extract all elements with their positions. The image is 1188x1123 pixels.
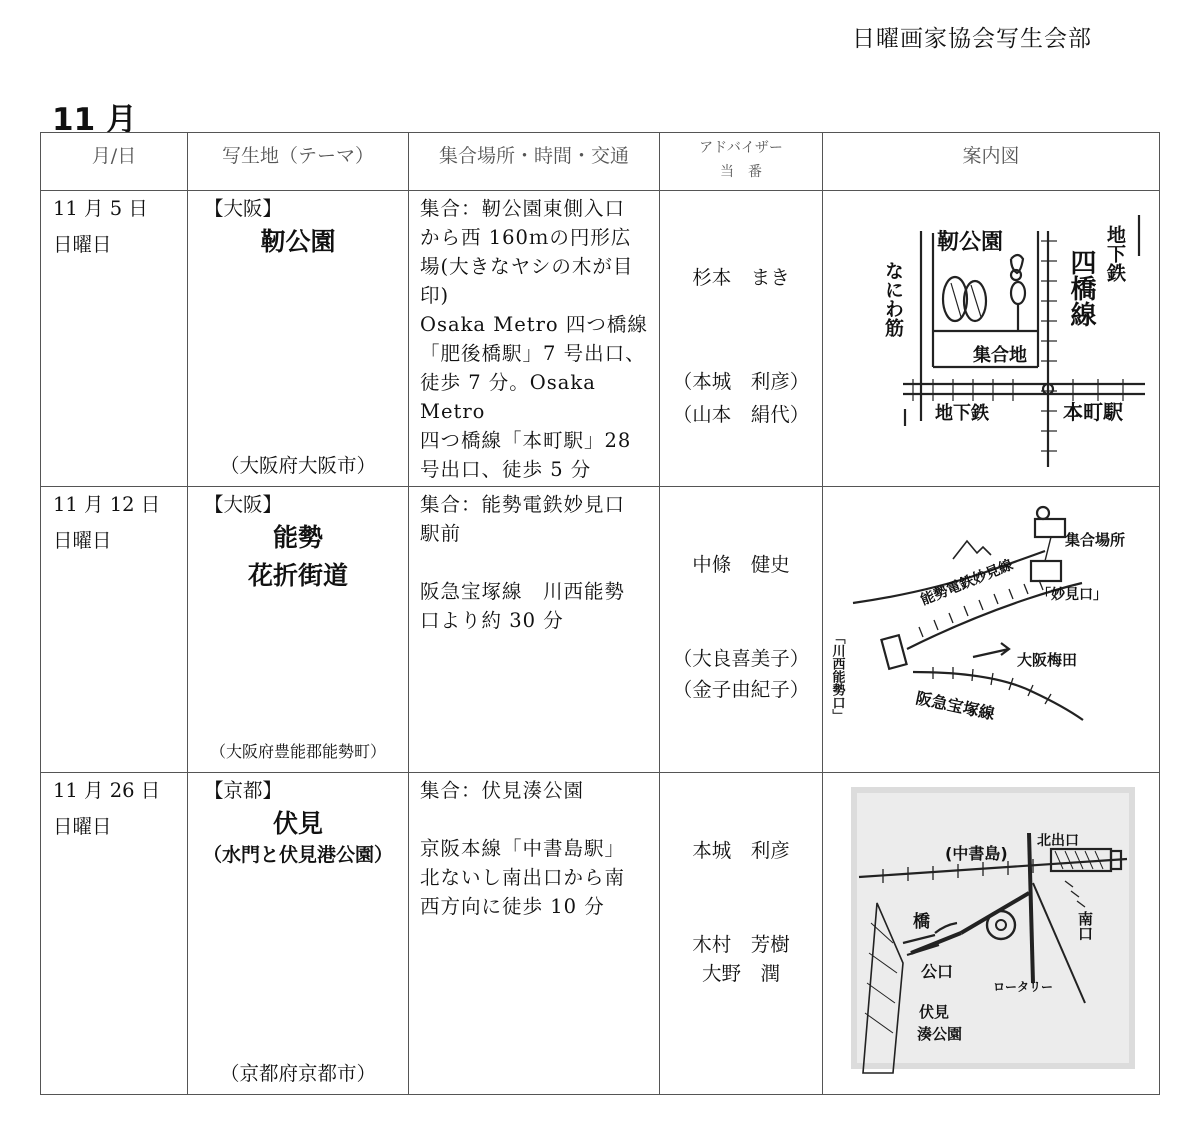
event-date: 11 月 12 日: [53, 493, 161, 516]
meeting-cell: [409, 191, 660, 487]
map-label-north-exit: 北出口: [1037, 833, 1079, 849]
meeting-cell: [409, 487, 660, 773]
event-weekday: 日曜日: [53, 529, 112, 552]
meeting-line: 集合：能勢電鉄妙見口: [420, 493, 626, 516]
venue-subtitle: （水門と伏見港公園）: [202, 844, 393, 866]
map-label-fushimi: 伏見: [919, 1003, 950, 1021]
meeting-line: 号出口、徒歩 5 分: [420, 458, 592, 481]
col-header-duty-label: 当 番: [720, 164, 762, 180]
map-label-yotsubashi: 四橋線: [1066, 249, 1096, 327]
meeting-line: 集合：伏見湊公園: [420, 779, 585, 802]
col-header-meeting: 集合場所・時間・交通: [409, 133, 660, 191]
date-cell: [41, 773, 188, 1095]
map-label-park-exit: 公口: [921, 962, 954, 981]
map-label-south-exit: 南口: [1076, 911, 1094, 941]
event-date: 11 月 5 日: [53, 197, 148, 220]
meeting-line: 印): [420, 284, 450, 307]
prefecture-label: （大阪府大阪市）: [219, 454, 376, 477]
region-label: 【大阪】: [204, 493, 283, 516]
meeting-line: [420, 805, 653, 834]
meeting-line: 口より約 30 分: [420, 609, 564, 632]
advisor-cell: [660, 487, 823, 773]
col-header-advisor-label: アドバイザー: [699, 140, 783, 156]
prefecture-label: （大阪府豊能郡能勢町）: [209, 742, 386, 761]
duty-name: （金子由紀子）: [672, 678, 810, 701]
advisor-name: 本城 利彦: [692, 839, 790, 862]
map-label-umeda: 大阪梅田: [1017, 651, 1078, 669]
col-header-advisor: [660, 133, 823, 191]
venue-name: 靭公園: [260, 227, 336, 256]
month-heading: 11 月: [52, 102, 137, 138]
map-label-hankyu: 阪急宝塚線: [914, 688, 997, 724]
meeting-cell: [409, 773, 660, 1095]
place-cell: [188, 773, 409, 1095]
meeting-line: [420, 548, 653, 577]
organization-name: 日曜画家協会写生会部: [852, 26, 1092, 52]
meeting-line: 北ないし南出口から南: [420, 866, 626, 889]
place-cell: [188, 487, 409, 773]
map-label-meeting-place: 集合場所: [1065, 531, 1126, 549]
date-cell: [41, 191, 188, 487]
col-header-map: 案内図: [823, 133, 1160, 191]
duty-name: （本城 利彦）: [672, 370, 810, 393]
meeting-line: 徒歩 7 分。Osaka Metro: [420, 371, 596, 423]
col-header-place: 写生地（テーマ）: [188, 133, 409, 191]
place-cell: [188, 191, 409, 487]
map-label-park: 靭公園: [937, 230, 1004, 255]
prefecture-label: （京都府京都市）: [219, 1062, 376, 1085]
duty-name: 大野 潤: [701, 962, 780, 985]
map-label-subway: 地下鉄: [935, 403, 989, 424]
map-cell: [823, 191, 1160, 487]
meeting-line: 京阪本線「中書島駅」: [420, 837, 626, 860]
schedule-table: [40, 132, 1160, 1095]
venue-name: 伏見: [272, 809, 323, 838]
meeting-line: 阪急宝塚線 川西能勢: [420, 580, 626, 603]
meeting-line: 駅前: [420, 522, 462, 545]
meeting-line: 「肥後橋駅」7 号出口、: [420, 342, 646, 365]
map-nose: [823, 487, 1158, 771]
table-row: [41, 773, 1160, 1095]
date-cell: [41, 487, 188, 773]
venue-subtitle: 花折街道: [247, 561, 348, 590]
map-cell: [823, 773, 1160, 1095]
meeting-line: Osaka Metro 四つ橋線: [420, 313, 648, 336]
table-header-row: [41, 133, 1160, 191]
map-label-minato-park: 湊公園: [917, 1025, 963, 1043]
event-weekday: 日曜日: [53, 233, 112, 256]
region-label: 【大阪】: [204, 197, 283, 220]
event-date: 11 月 26 日: [53, 779, 161, 802]
meeting-line: 集合：靭公園東側入口: [420, 197, 626, 220]
duty-name: （山本 絹代）: [672, 403, 810, 426]
map-label-nose-line: 能勢電鉄妙見線: [918, 557, 1016, 609]
advisor-cell: [660, 191, 823, 487]
map-label-meeting: 集合地: [973, 345, 1027, 366]
map-label-bridge: 橋: [913, 912, 930, 932]
table-row: [41, 191, 1160, 487]
meeting-line: 四つ橋線「本町駅」28: [420, 429, 632, 452]
meeting-line: 場(大きなヤシの木が目: [420, 255, 634, 278]
map-label-chushojima: (中書島): [945, 844, 1008, 863]
venue-name: 能勢: [272, 523, 323, 552]
region-label: 【京都】: [204, 779, 283, 802]
map-label-rotary: ロータリー: [993, 980, 1054, 994]
map-fushimi: [823, 773, 1158, 1093]
map-label-chikatetsu: 地下鉄: [1104, 225, 1126, 282]
map-label-naniwa: なにわ筋: [882, 261, 904, 337]
meeting-line: 西方向に徒歩 10 分: [420, 895, 605, 918]
duty-name: 木村 芳樹: [692, 933, 790, 956]
col-header-date: 月/日: [41, 133, 188, 191]
map-utsubo-park: [823, 191, 1158, 485]
advisor-cell: [660, 773, 823, 1095]
meeting-line: から西 160ｍの円形広: [420, 226, 632, 249]
map-label-myoken: 「妙見口」: [1037, 587, 1107, 603]
table-row: [41, 487, 1160, 773]
duty-name: （大良喜美子）: [672, 647, 810, 670]
map-cell: [823, 487, 1160, 773]
map-label-kawanishi: 「川西能勢口」: [829, 631, 845, 722]
advisor-name: 杉本 まき: [692, 266, 790, 289]
advisor-name: 中條 健史: [692, 553, 790, 576]
map-label-station: 本町駅: [1063, 400, 1123, 424]
event-weekday: 日曜日: [53, 815, 112, 838]
